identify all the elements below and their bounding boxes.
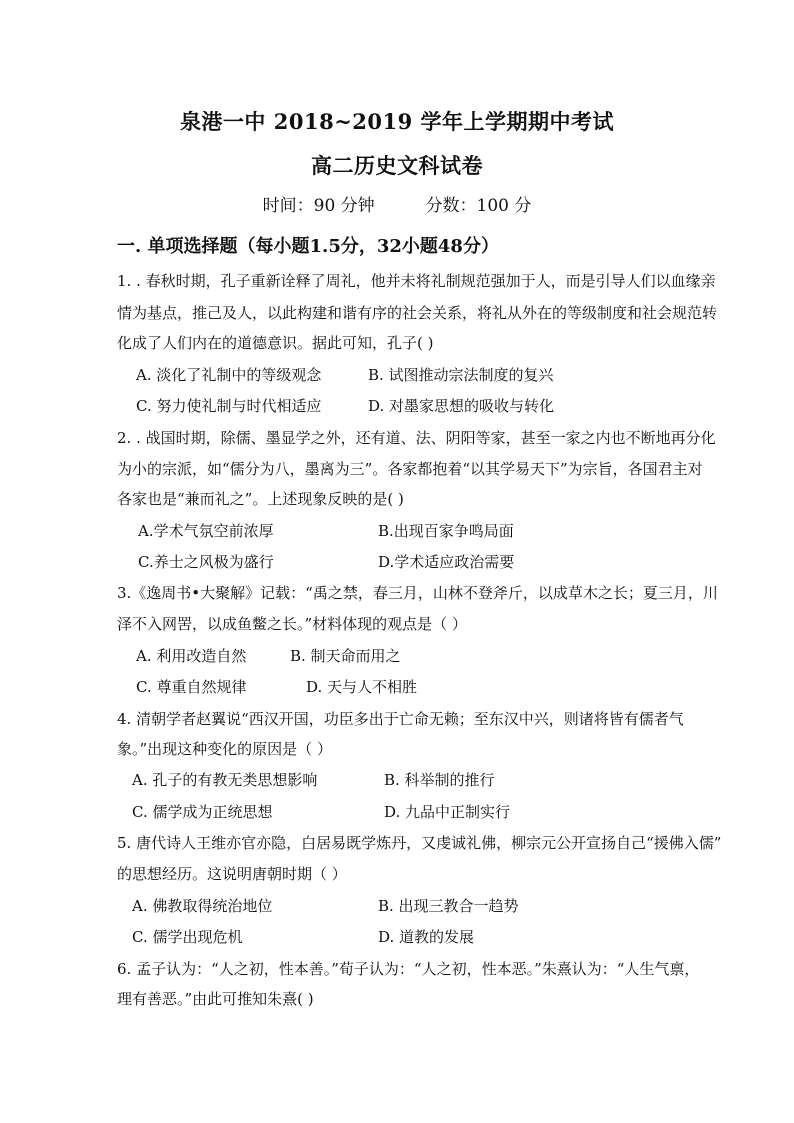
question-3-line-1: 3.《逸周书•大聚解》记载：“禹之禁，春三月，山林不登斧斤，以成草木之长；夏三月，川: [117, 584, 718, 602]
question-1-option-c: C. 努力使礼制与时代相适应: [136, 397, 322, 415]
question-2-option-a: A.学术气氛空前浓厚: [138, 522, 274, 540]
question-5-line-1: 5. 唐代诗人王维亦官亦隐，白居易既学炼丹，又虔诚礼佛，柳宗元公开宣扬自己“援佛入儒”: [117, 834, 722, 852]
question-6-line-1: 6. 孟子认为：“人之初，性本善。”荀子认为：“人之初，性本恶。”朱熹认为：“人生气禀，: [117, 960, 700, 978]
question-5-option-a: A. 佛教取得统治地位: [132, 897, 273, 915]
question-2-line-2: 为小的宗派，如“儒分为八，墨离为三”。各家都抱着“以其学易天下”为宗旨，各国君主对: [117, 460, 703, 478]
exam-title: 泉港一中 2018~2019 学年上学期期中考试: [179, 109, 615, 134]
question-1-line-1: 1. . 春秋时期，孔子重新诠释了周礼，他并未将礼制规范强加于人，而是引导人们以血缘亲: [117, 272, 716, 290]
question-4-option-a: A. 孔子的有教无类思想影响: [132, 771, 318, 789]
question-3-line-2: 泽不入网罟，以成鱼鳖之长。”材料体现的观点是（ ）: [117, 615, 467, 633]
question-1-option-d: D. 对墨家思想的吸收与转化: [368, 397, 555, 415]
question-5-option-b: B. 出现三教合一趋势: [378, 897, 519, 915]
question-4-line-1: 4. 清朝学者赵翼说“西汉开国，功臣多出于亡命无赖；至东汉中兴，则诸将皆有儒者气: [117, 710, 684, 728]
question-4-option-c: C. 儒学成为正统思想: [132, 803, 273, 821]
exam-score: 分数：100 分: [425, 196, 532, 216]
question-3-option-a: A. 利用改造自然: [136, 647, 247, 665]
question-1-option-a: A. 淡化了礼制中的等级观念: [136, 366, 322, 384]
question-5-line-2: 的思想经历。这说明唐朝时期（ ）: [117, 865, 347, 883]
question-5-option-d: D. 道教的发展: [378, 928, 475, 946]
exam-meta: [0, 191, 794, 216]
question-2-option-b: B.出现百家争鸣局面: [378, 522, 514, 540]
exam-time: 时间：90 分钟: [262, 196, 375, 216]
exam-subtitle: 高二历史文科试卷: [311, 153, 483, 178]
question-1-line-3: 化成了人们内在的道德意识。据此可知，孔子( ): [117, 334, 434, 352]
question-4-option-d: D. 九品中正制实行: [384, 803, 511, 821]
question-2-line-1: 2. . 战国时期，除儒、墨显学之外，还有道、法、阴阳等家，甚至一家之内也不断地再分化: [117, 429, 716, 447]
question-3-option-c: C. 尊重自然规律: [136, 678, 247, 696]
section-heading: 一. 单项选择题（每小题1.5分，32小题48分）: [117, 236, 499, 257]
question-1-option-b: B. 试图推动宗法制度的复兴: [368, 366, 554, 384]
question-2-option-c: C.养士之风极为盛行: [138, 553, 274, 571]
question-2-line-3: 各家也是“兼而礼之”。上述现象反映的是( ): [117, 490, 404, 508]
question-4-line-2: 象。”出现这种变化的原因是（ ）: [117, 740, 332, 758]
question-1-line-2: 情为基点，推己及人，以此构建和谐有序的社会关系，将礼从外在的等级制度和社会规范转: [117, 304, 718, 322]
question-5-option-c: C. 儒学出现危机: [132, 928, 243, 946]
question-3-option-b: B. 制天命而用之: [290, 647, 401, 665]
question-4-option-b: B. 科举制的推行: [384, 771, 495, 789]
question-3-option-d: D. 天与人不相胜: [306, 678, 418, 696]
question-6-line-2: 理有善恶。”由此可推知朱熹( ): [117, 990, 314, 1008]
question-2-option-d: D.学术适应政治需要: [378, 553, 515, 571]
